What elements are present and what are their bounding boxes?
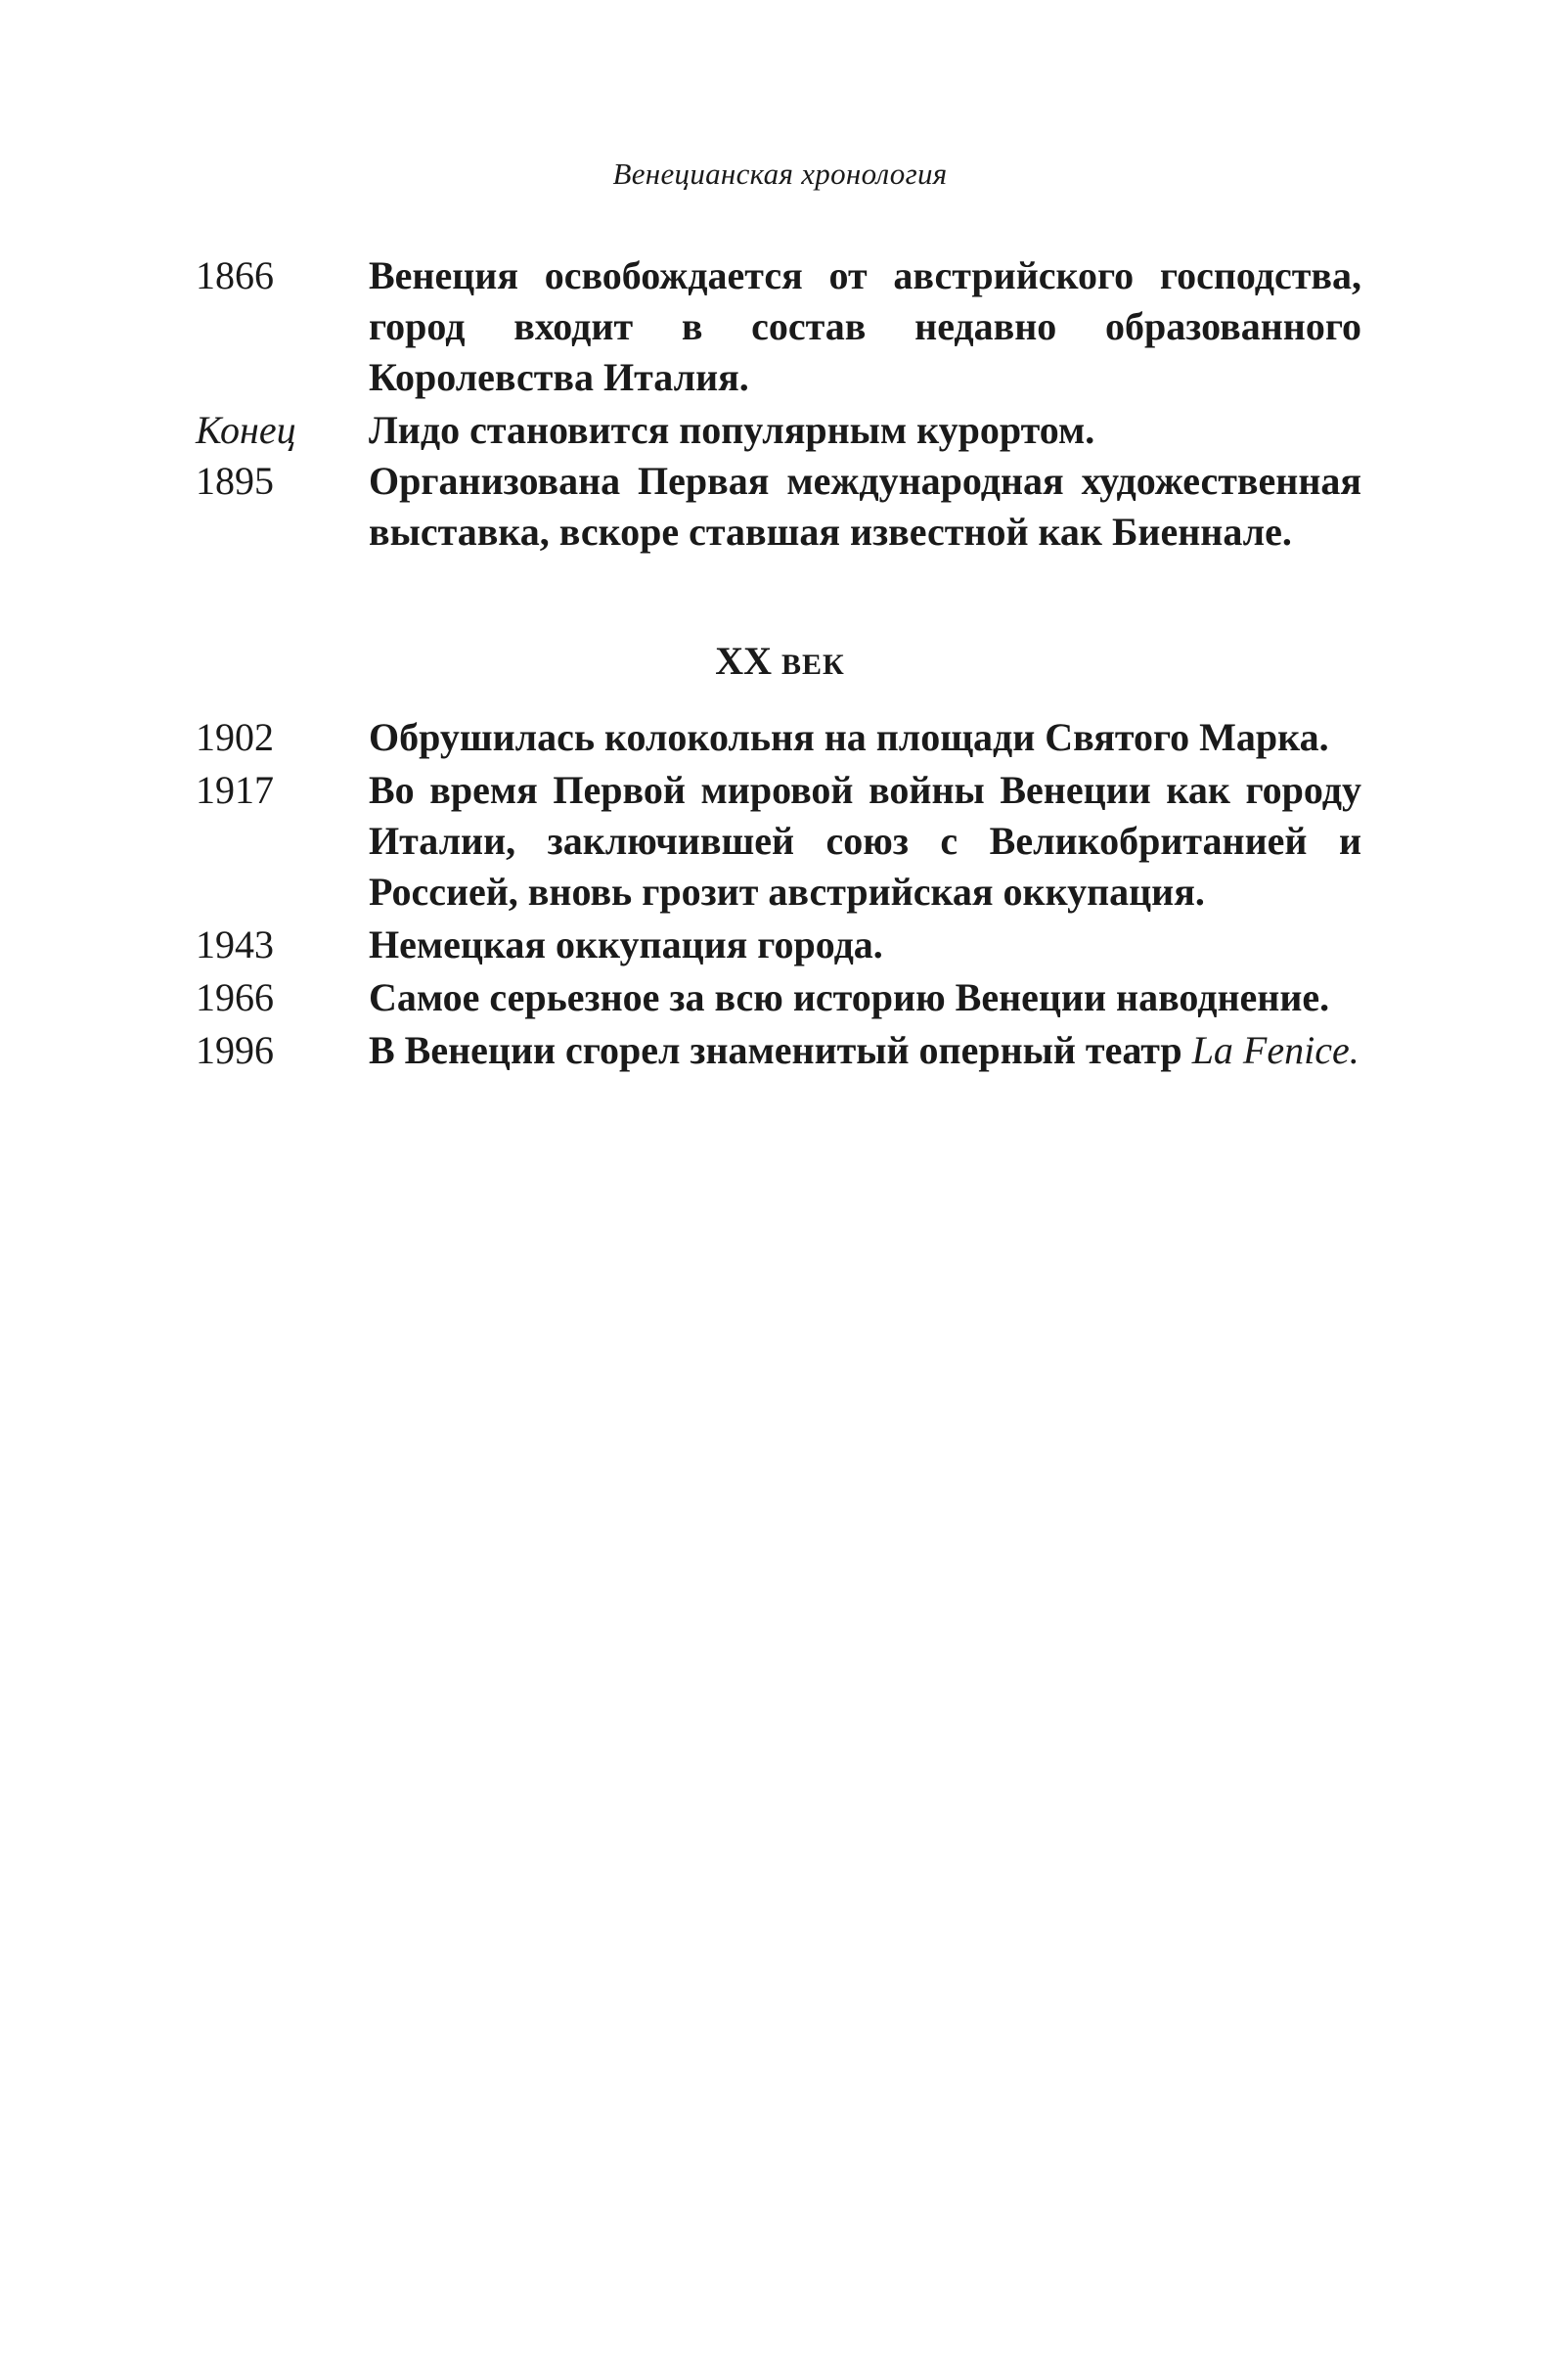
entry-date: 1895 (196, 459, 274, 503)
entry-date: Конец (196, 408, 296, 452)
entry-text: Лидо становится популярным курортом. (369, 408, 1095, 452)
section-title-small: ВЕК (781, 649, 845, 681)
entry-text: Обрушилась колокольня на площади Святого Марка. (369, 715, 1329, 759)
section-title (0, 638, 1560, 684)
entry-date: 1917 (196, 768, 274, 812)
chronology-entry (196, 972, 1369, 1023)
chronology-block-19th-century (196, 250, 1369, 560)
entry-text: Венеция освобождается от австрийского господства, город входит в состав недавно образованного Королевства Италия. (369, 253, 1361, 399)
entry-date: 1943 (196, 922, 274, 966)
chronology-entry (196, 712, 1369, 763)
entry-text-plain: В Венеции сгорел знаменитый оперный театр (369, 1028, 1182, 1072)
entry-text: Самое серьезное за всю историю Венеции наводнение. (369, 975, 1330, 1019)
running-head: Венецианская хронология (612, 157, 948, 191)
entry-text-italic: La Fenice. (1191, 1028, 1359, 1072)
entry-text: Во время Первой мировой войны Венеции как городу Италии, заключившей союз с Великобританией и Россией, вновь грозит австрийская оккупация. (369, 768, 1361, 914)
entry-date: 1866 (196, 253, 274, 297)
chronology-entry (196, 1025, 1369, 1076)
chronology-entry (196, 920, 1369, 970)
entry-date: 1966 (196, 975, 274, 1019)
entry-text (369, 1025, 1361, 1076)
chronology-entry (196, 405, 1369, 558)
section-title-main: XX (715, 639, 772, 683)
chronology-block-20th-century (196, 712, 1369, 1078)
entry-text: Организована Первая международная художественная выставка, вскоре ставшая известной как Биеннале. (369, 459, 1361, 554)
chronology-entry (196, 250, 1369, 403)
chronology-entry (196, 765, 1369, 918)
entry-date: 1996 (196, 1028, 274, 1072)
entry-text: Немецкая оккупация города. (369, 922, 883, 966)
entry-date: 1902 (196, 715, 274, 759)
